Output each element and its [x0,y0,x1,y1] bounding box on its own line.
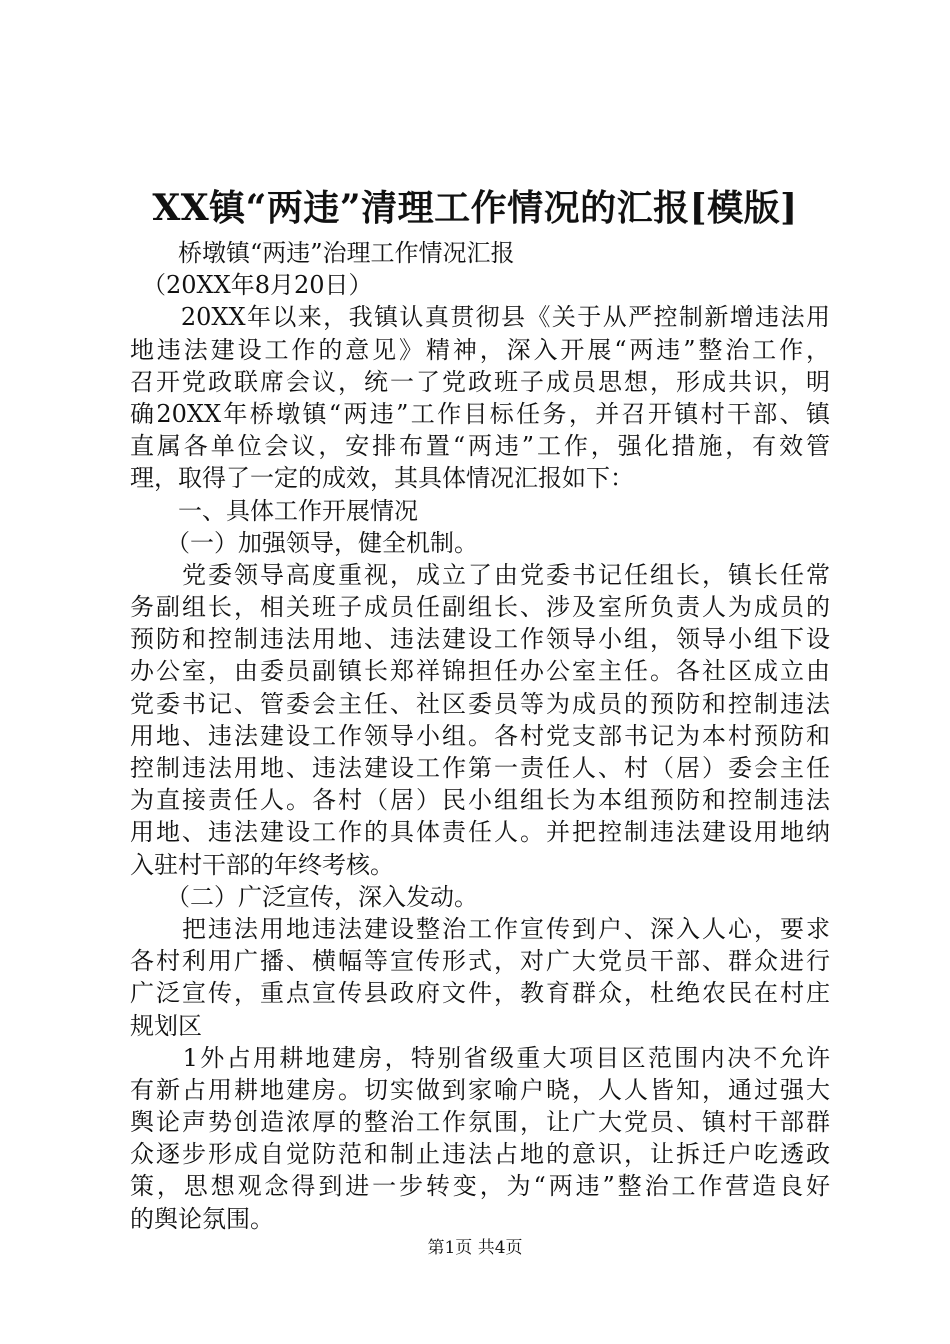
body-text-line: 入驻村干部的年终考核。 [130,850,394,879]
body-text-line: 众逐步形成自觉防范和制止违法占地的意识，让拆迁户吃透政 [130,1140,830,1169]
body-text-line: 用地、违法建设工作领导小组。各村党支部书记为本村预防和 [130,721,830,750]
body-text-line: 用地、违法建设工作的具体责任人。并把控制违法建设用地纳 [130,818,830,847]
body-text-line: 广泛宣传，重点宣传县政府文件，教育群众，杜绝农民在村庄 [130,979,830,1008]
body-text-line: 一、具体工作开展情况 [130,496,418,525]
body-text-line: 舆论声势创造浓厚的整治工作氛围，让广大党员、镇村干部群 [130,1108,830,1137]
body-text-line: 确20XX年桥墩镇“两违”工作目标任务，并召开镇村干部、镇 [130,399,830,428]
body-text-line: 为直接责任人。各村（居）民小组组长为本组预防和控制违法 [130,786,830,815]
body-text-line: 地违法建设工作的意见》精神，深入开展“两违”整治工作， [130,335,830,364]
body-text-line: 预防和控制违法用地、违法建设工作领导小组，领导小组下设 [130,625,830,654]
document-body [130,237,830,1235]
body-text-line: 策，思想观念得到进一步转变，为“两违”整治工作营造良好 [130,1172,830,1201]
body-text-line: 办公室，由委员副镇长郑祥锦担任办公室主任。各社区成立由 [130,657,830,686]
body-text-line: 把违法用地违法建设整治工作宣传到户、深入人心，要求 [130,914,830,943]
body-text-line: 1外占用耕地建房，特别省级重大项目区范围内决不允许 [130,1043,830,1072]
body-text-line: （一）加强领导，健全机制。 [130,528,478,557]
document-title: XX镇“两违”清理工作情况的汇报[模版] [152,187,798,229]
body-text-line: （二）广泛宣传，深入发动。 [130,882,478,911]
body-text-line: 的舆论氛围。 [130,1204,274,1233]
body-text-line: 直属各单位会议，安排布置“两违”工作，强化措施，有效管 [130,432,830,461]
body-text-line: 各村利用广播、横幅等宣传形式，对广大党员干部、群众进行 [130,947,830,976]
body-text-line: 有新占用耕地建房。切实做到家喻户晓，人人皆知，通过强大 [130,1075,830,1104]
body-text-line: 党委领导高度重视，成立了由党委书记任组长，镇长任常 [130,560,830,589]
body-text-line: 规划区 [130,1011,202,1040]
body-text-line: 务副组长，相关班子成员任副组长、涉及室所负责人为成员的 [130,593,830,622]
body-text-line: 20XX年以来，我镇认真贯彻县《关于从严控制新增违法用 [130,303,830,332]
page-footer: 第1页 共4页 [427,1238,523,1258]
body-text-line: 理，取得了一定的成效，其具体情况汇报如下： [130,464,634,493]
body-text-line: （20XX年8月20日） [130,271,373,300]
body-text-line: 桥墩镇“两违”治理工作情况汇报 [130,239,515,267]
body-text-line: 控制违法用地、违法建设工作第一责任人、村（居）委会主任 [130,754,830,782]
body-text-line: 党委书记、管委会主任、社区委员等为成员的预防和控制违法 [130,689,830,718]
body-text-line: 召开党政联席会议，统一了党政班子成员思想，形成共识，明 [130,367,830,396]
